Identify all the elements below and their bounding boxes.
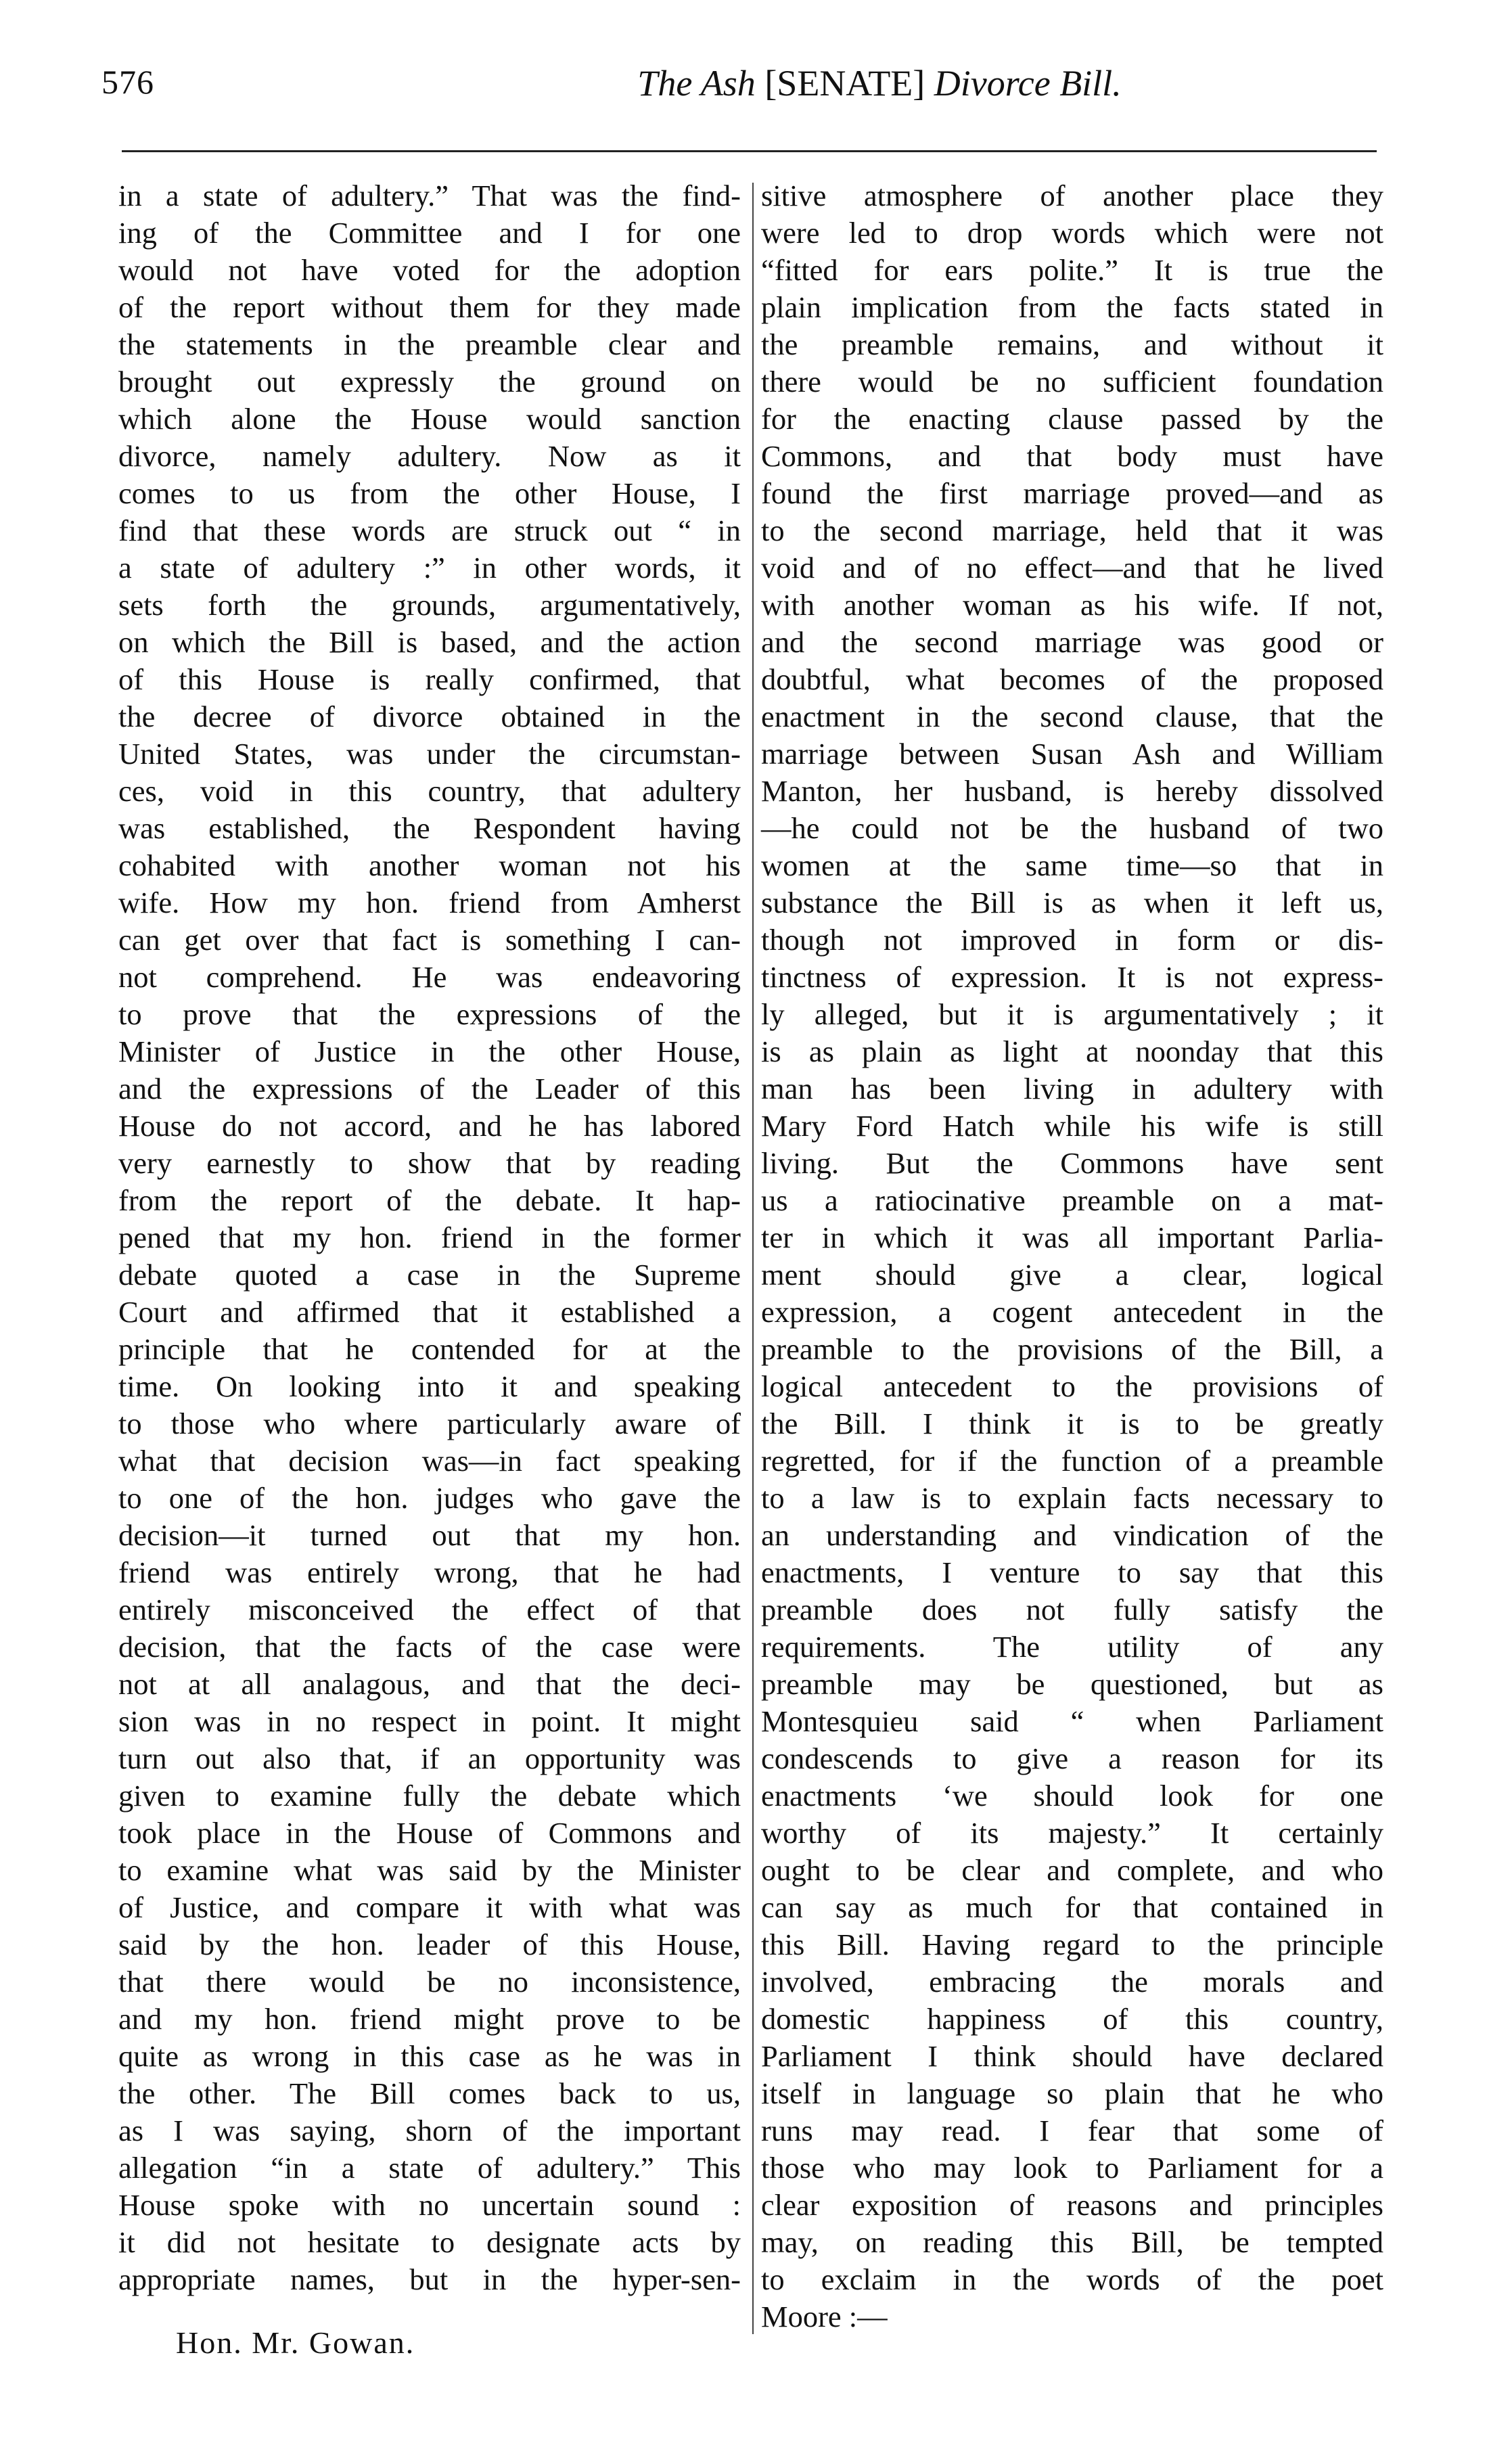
running-title-bracket: [SENATE] (764, 63, 925, 104)
text-line: a state of adultery :” in other words, it (118, 551, 741, 585)
text-line: tinctness of expression. It is not express- (761, 960, 1383, 994)
text-line: decision, that the facts of the case were (118, 1630, 741, 1664)
text-line: to one of the hon. judges who gave the (118, 1481, 741, 1515)
text-line: there would be no sufficient foundation (761, 365, 1383, 398)
text-line: those who may look to Parliament for a (761, 2151, 1383, 2185)
text-line: what that decision was—in fact speaking (118, 1444, 741, 1478)
text-line: Manton, her husband, is hereby dissolved (761, 774, 1383, 808)
text-line: sitive atmosphere of another place they (761, 179, 1383, 212)
text-line: found the first marriage proved—and as (761, 476, 1383, 510)
text-line: Court and affirmed that it established a (118, 1295, 741, 1329)
text-line: on which the Bill is based, and the action (118, 625, 741, 659)
text-line: though not improved in form or dis- (761, 923, 1383, 957)
text-line: —he could not be the husband of two (761, 811, 1383, 845)
text-line: the decree of divorce obtained in the (118, 700, 741, 733)
text-line: preamble to the provisions of the Bill, a (761, 1332, 1383, 1366)
text-line: Mary Ford Hatch while his wife is still (761, 1109, 1383, 1143)
text-line: itself in language so plain that he who (761, 2076, 1383, 2110)
text-line: Moore :— (761, 2300, 888, 2333)
text-line: turn out also that, if an opportunity was (118, 1741, 741, 1775)
text-line: said by the hon. leader of this House, (118, 1928, 741, 1961)
text-line: of the report without them for they made (118, 290, 741, 324)
text-line: living. But the Commons have sent (761, 1146, 1383, 1180)
text-line: Minister of Justice in the other House, (118, 1034, 741, 1068)
text-line: preamble may be questioned, but as (761, 1667, 1383, 1701)
header-rule (122, 150, 1377, 152)
text-line: to examine what was said by the Minister (118, 1853, 741, 1887)
text-line: in a state of adultery.” That was the find- (118, 179, 741, 212)
text-line: to prove that the expressions of the (118, 997, 741, 1031)
speaker-name: Hon. Mr. Gowan. (176, 2325, 415, 2360)
text-line: that there would be no inconsistence, (118, 1965, 741, 1999)
text-line: would not have voted for the adoption (118, 253, 741, 287)
text-line: clear exposition of reasons and principles (761, 2188, 1383, 2222)
left-column (118, 177, 741, 2298)
text-line: ly alleged, but it is argumentatively ; it (761, 997, 1383, 1031)
text-line: allegation “in a state of adultery.” This (118, 2151, 741, 2185)
text-line: enactments ‘we should look for one (761, 1779, 1383, 1813)
text-line: us a ratiocinative preamble on a mat- (761, 1183, 1383, 1217)
text-line: appropriate names, but in the hyper-sen- (118, 2262, 741, 2296)
text-line: not comprehend. He was endeavoring (118, 960, 741, 994)
text-line: Commons, and that body must have (761, 439, 1383, 473)
text-line: were led to drop words which were not (761, 216, 1383, 250)
text-line: enactment in the second clause, that the (761, 700, 1383, 733)
text-line: sets forth the grounds, argumentatively, (118, 588, 741, 622)
text-line: which alone the House would sanction (118, 402, 741, 436)
text-line: void and of no effect—and that he lived (761, 551, 1383, 585)
text-line: Montesquieu said “ when Parliament (761, 1704, 1383, 1738)
text-line: as I was saying, shorn of the important (118, 2114, 741, 2147)
text-line: brought out expressly the ground on (118, 365, 741, 398)
text-line: United States, was under the circumstan- (118, 737, 741, 771)
text-line: to the second marriage, held that it was (761, 514, 1383, 547)
speaker-footer (176, 2325, 415, 2361)
text-line: can say as much for that contained in (761, 1890, 1383, 1924)
text-line: with another woman as his wife. If not, (761, 588, 1383, 622)
text-line: wife. How my hon. friend from Amherst (118, 886, 741, 919)
text-line: doubtful, what becomes of the proposed (761, 662, 1383, 696)
text-line: domestic happiness of this country, (761, 2002, 1383, 2036)
text-line: decision—it turned out that my hon. (118, 1518, 741, 1552)
text-line: women at the same time—so that in (761, 848, 1383, 882)
text-line: find that these words are struck out “ in (118, 514, 741, 547)
text-line: “fitted for ears polite.” It is true the (761, 253, 1383, 287)
text-line: to exclaim in the words of the poet (761, 2262, 1383, 2296)
text-line: the other. The Bill comes back to us, (118, 2076, 741, 2110)
text-line: involved, embracing the morals and (761, 1965, 1383, 1999)
text-line: and the expressions of the Leader of this (118, 1072, 741, 1105)
text-line: debate quoted a case in the Supreme (118, 1258, 741, 1292)
text-line: cohabited with another woman not his (118, 848, 741, 882)
text-line: is as plain as light at noonday that this (761, 1034, 1383, 1068)
text-line: House do not accord, and he has labored (118, 1109, 741, 1143)
text-line: worthy of its majesty.” It certainly (761, 1816, 1383, 1850)
text-line: preamble does not fully satisfy the (761, 1593, 1383, 1626)
column-divider (752, 183, 754, 2334)
text-line: condescends to give a reason for its (761, 1741, 1383, 1775)
page-header (101, 62, 1387, 116)
text-line: not at all analagous, and that the deci- (118, 1667, 741, 1701)
text-line: regretted, for if the function of a preamble (761, 1444, 1383, 1478)
text-line: requirements. The utility of any (761, 1630, 1383, 1664)
text-line: the Bill. I think it is to be greatly (761, 1407, 1383, 1440)
text-line: very earnestly to show that by reading (118, 1146, 741, 1180)
text-line: marriage between Susan Ash and William (761, 737, 1383, 771)
text-line: friend was entirely wrong, that he had (118, 1555, 741, 1589)
running-title (372, 62, 1387, 104)
text-line: ter in which it was all important Parlia- (761, 1221, 1383, 1254)
text-line: can get over that fact is something I can- (118, 923, 741, 957)
text-line: and the second marriage was good or (761, 625, 1383, 659)
text-line: enactments, I venture to say that this (761, 1555, 1383, 1589)
text-line: from the report of the debate. It hap- (118, 1183, 741, 1217)
text-line: an understanding and vindication of the (761, 1518, 1383, 1552)
text-line: pened that my hon. friend in the former (118, 1221, 741, 1254)
running-title-prefix: The Ash (637, 63, 756, 104)
text-line: it did not hesitate to designate acts by (118, 2225, 741, 2259)
text-line: logical antecedent to the provisions of (761, 1369, 1383, 1403)
text-line: divorce, namely adultery. Now as it (118, 439, 741, 473)
text-line: sion was in no respect in point. It might (118, 1704, 741, 1738)
text-line: ought to be clear and complete, and who (761, 1853, 1383, 1887)
text-line: to a law is to explain facts necessary to (761, 1481, 1383, 1515)
text-line: the preamble remains, and without it (761, 327, 1383, 361)
text-line: of Justice, and compare it with what was (118, 1890, 741, 1924)
text-line: ing of the Committee and I for one (118, 216, 741, 250)
text-line: the statements in the preamble clear and (118, 327, 741, 361)
text-line: House spoke with no uncertain sound : (118, 2188, 741, 2222)
text-line: runs may read. I fear that some of (761, 2114, 1383, 2147)
text-line: and my hon. friend might prove to be (118, 2002, 741, 2036)
page-number: 576 (101, 63, 154, 101)
text-line: for the enacting clause passed by the (761, 402, 1383, 436)
text-line: principle that he contended for at the (118, 1332, 741, 1366)
text-line: entirely misconceived the effect of that (118, 1593, 741, 1626)
text-line: may, on reading this Bill, be tempted (761, 2225, 1383, 2259)
text-line: quite as wrong in this case as he was in (118, 2039, 741, 2073)
text-line: ces, void in this country, that adultery (118, 774, 741, 808)
text-line: took place in the House of Commons and (118, 1816, 741, 1850)
text-line: Parliament I think should have declared (761, 2039, 1383, 2073)
text-line: expression, a cogent antecedent in the (761, 1295, 1383, 1329)
text-line: comes to us from the other House, I (118, 476, 741, 510)
text-line: substance the Bill is as when it left us, (761, 886, 1383, 919)
text-line: man has been living in adultery with (761, 1072, 1383, 1105)
text-line: given to examine fully the debate which (118, 1779, 741, 1813)
text-line: of this House is really confirmed, that (118, 662, 741, 696)
running-title-suffix: Divorce Bill. (934, 63, 1122, 104)
text-line: plain implication from the facts stated in (761, 290, 1383, 324)
right-column (761, 177, 1383, 2335)
text-line: ment should give a clear, logical (761, 1258, 1383, 1292)
text-line: to those who where particularly aware of (118, 1407, 741, 1440)
text-line: was established, the Respondent having (118, 811, 741, 845)
text-line: this Bill. Having regard to the principle (761, 1928, 1383, 1961)
text-line: time. On looking into it and speaking (118, 1369, 741, 1403)
